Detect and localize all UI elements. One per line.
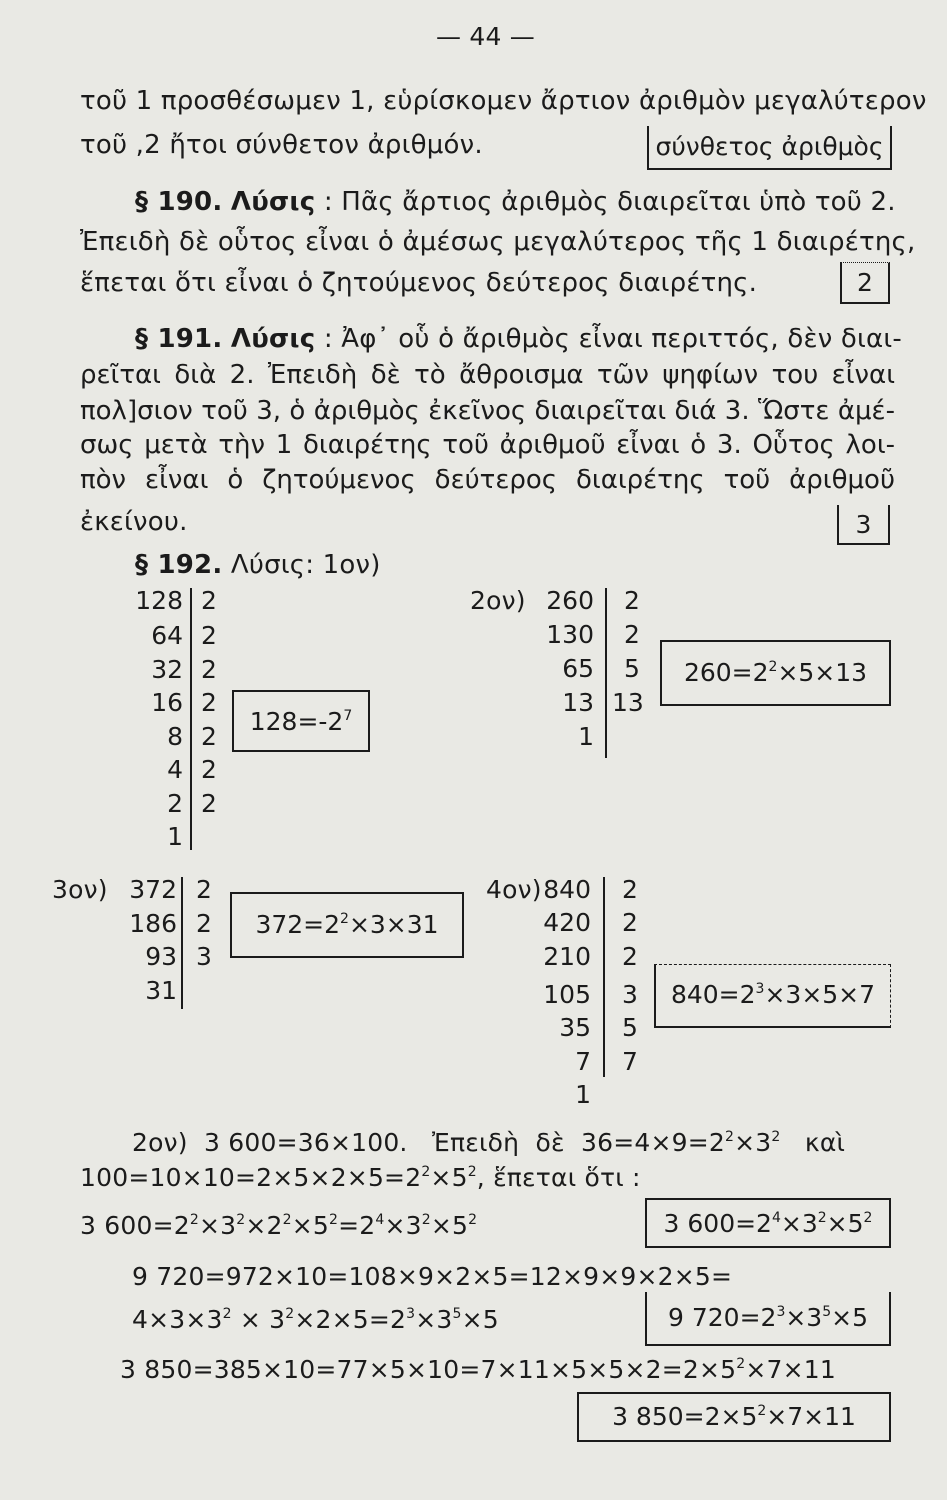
section-191-answer-box [837, 505, 890, 545]
section-191-answer: 3 [855, 510, 872, 539]
section-191-mark: § 191. [135, 324, 223, 354]
divisor-value: 3 [622, 980, 638, 1009]
dividend-value: 16 [151, 688, 183, 717]
section-190-answer: 2 [857, 268, 873, 297]
second-line-2: $100=10\times 10=2\times 5\times 2\times 5=2^2\times 5^2$, ἕπεται ὅτι : [80, 1163, 641, 1192]
result-box-260 [660, 640, 891, 706]
divisor-value: 7 [622, 1047, 638, 1076]
result-box-9720 [645, 1292, 891, 1346]
section-192-header [135, 550, 381, 580]
section-191-line-2: ρεῖται διὰ 2. Ἐπειδὴ δὲ τὸ ἄθροισμα τῶν ψηφίων του εἶναι [80, 360, 895, 390]
divisor-value: 2 [196, 909, 212, 938]
division-line [190, 588, 192, 850]
divisor-value: 2 [201, 586, 217, 615]
second-line-5: $4\times 3\times 3^2 \times 3^2\times 2\times 5=2^3\times 3^5\times 5$ [132, 1305, 499, 1334]
intro-answer: σύνθετος ἀριθμὸς [655, 132, 884, 161]
divisor-value: 2 [622, 908, 638, 937]
divisor-value: 13 [612, 688, 644, 717]
divisor-value: 2 [624, 586, 640, 615]
second-line-1: 2ον) 3 600=36×100. Ἐπειδὴ δὲ $36=4\times 9=2^2\times 3^2$ καὶ [132, 1128, 846, 1157]
section-191-line-1 [135, 324, 902, 354]
dividend-value: 35 [559, 1013, 591, 1042]
result-box-840 [654, 964, 891, 1028]
dividend-value: 210 [543, 942, 591, 971]
result-box-372 [230, 892, 464, 958]
divisor-value: 2 [622, 875, 638, 904]
section-191-text: : Ἀφ᾽ οὗ ὁ ἄριθμὸς εἶναι περιττός, δὲν διαι- [323, 324, 902, 354]
result-box-3600 [645, 1198, 891, 1248]
divisor-value: 2 [201, 755, 217, 784]
dividend-value: 1 [578, 722, 594, 751]
part-label: 2ον) [470, 586, 526, 615]
section-190-label: Λύσις [230, 187, 316, 217]
dividend-value: 186 [129, 909, 177, 938]
dividend-value: 7 [575, 1047, 591, 1076]
dividend-value: 93 [145, 942, 177, 971]
section-191-line-6: ἐκείνου. [80, 507, 188, 537]
result-260: $260=2^2\times 5\times 13$ [683, 658, 868, 687]
part-label: 4ον) [486, 875, 542, 904]
divisor-value: 2 [201, 621, 217, 650]
divisor-value: 2 [622, 942, 638, 971]
divisor-value: 2 [201, 722, 217, 751]
divisor-value: 2 [201, 789, 217, 818]
result-box-3850 [577, 1392, 891, 1442]
section-191-line-3: πολ]σιον τοῦ 3, ὁ ἀριθμὸς ἐκεῖνος διαιρεῖται διά 3. Ὥστε ἀμέ- [80, 396, 895, 426]
divisor-value: 2 [196, 875, 212, 904]
dividend-value: 31 [145, 976, 177, 1005]
dividend-value: 8 [167, 722, 183, 751]
division-line [603, 877, 605, 1077]
dividend-value: 1 [167, 822, 183, 851]
dividend-value: 260 [546, 586, 594, 615]
second-line-6: 3 $850=385\times 10=77\times 5\times 10=7\times 11\times 5\times 5\times 2=2\times 5^2\times 7\times 11$ [120, 1355, 836, 1384]
divisor-value: 2 [201, 688, 217, 717]
divisor-value: 5 [624, 654, 640, 683]
divisor-value: 2 [624, 620, 640, 649]
part-label: 3ον) [52, 875, 108, 904]
section-190-line-3: ἕπεται ὅτι εἶναι ὁ ζητούμενος δεύτερος διαιρέτης. [80, 268, 758, 298]
dividend-value: 1 [575, 1080, 591, 1109]
result-3850: 3 $850=2\times 5^2\times 7\times 11$ [612, 1402, 856, 1431]
dividend-value: 13 [562, 688, 594, 717]
section-190-mark: § 190. [135, 187, 223, 217]
intro-line-1: τοῦ 1 προσθέσωμεν 1, εὑρίσκομεν ἄρτιον ἀριθμὸν μεγαλύτερον [80, 86, 927, 116]
dividend-value: 32 [151, 655, 183, 684]
section-191-label: Λύσις [230, 324, 316, 354]
page-number: — 44 — [436, 22, 535, 51]
section-192-label: Λύσις: 1ον) [230, 550, 381, 580]
section-190-text: : Πᾶς ἄρτιος ἀριθμὸς διαιρεῖται ὑπὸ τοῦ 2. [323, 187, 896, 217]
division-line [181, 877, 183, 1009]
dividend-value: 130 [546, 620, 594, 649]
dividend-value: 105 [543, 980, 591, 1009]
result-372: $372=2^2\times 3\times 31$ [255, 910, 439, 939]
divisor-value: 5 [622, 1013, 638, 1042]
section-191-line-4: σως μετὰ τὴν 1 διαιρέτης τοῦ ἀριθμοῦ εἶναι ὁ 3. Οὗτος λοι- [80, 430, 895, 460]
dividend-value: 65 [562, 654, 594, 683]
section-192-mark: § 192. [135, 550, 223, 580]
section-190-answer-box [840, 262, 890, 304]
dividend-value: 2 [167, 789, 183, 818]
result-9720: 9 $720=2^3\times 3^5\times 5$ [668, 1303, 868, 1332]
division-line [605, 588, 607, 758]
result-3600: 3 $600=2^4\times 3^2\times 5^2$ [663, 1209, 873, 1238]
intro-answer-box [647, 126, 892, 170]
dividend-value: 420 [543, 908, 591, 937]
intro-line-2: τοῦ ,2 ἤτοι σύνθετον ἀριθμόν. [80, 130, 483, 160]
result-840: $840=2^3\times 3\times 5\times 7$ [670, 980, 876, 1009]
second-line-3: 3 $600=2^2\times 3^2\times 2^2\times 5^2=2^4\times 3^2\times 5^2$ [80, 1211, 478, 1240]
dividend-value: 840 [543, 875, 591, 904]
result-128: $128=-2^7$ [249, 707, 353, 736]
dividend-value: 372 [129, 875, 177, 904]
divisor-value: 2 [201, 655, 217, 684]
dividend-value: 4 [167, 755, 183, 784]
section-190-line-2: Ἐπειδὴ δὲ οὗτος εἶναι ὁ ἀμέσως μεγαλύτερος τῆς 1 διαιρέτης, [80, 227, 916, 257]
section-190-line-1 [135, 187, 896, 217]
result-box-128 [232, 690, 370, 752]
dividend-value: 128 [135, 586, 183, 615]
section-191-line-5: πὸν εἶναι ὁ ζητούμενος δεύτερος διαιρέτης τοῦ ἀριθμοῦ [80, 465, 895, 495]
second-line-4: 9 720=972×10=108×9×2×5=12×9×9×2×5= [132, 1262, 733, 1291]
dividend-value: 64 [151, 621, 183, 650]
divisor-value: 3 [196, 942, 212, 971]
